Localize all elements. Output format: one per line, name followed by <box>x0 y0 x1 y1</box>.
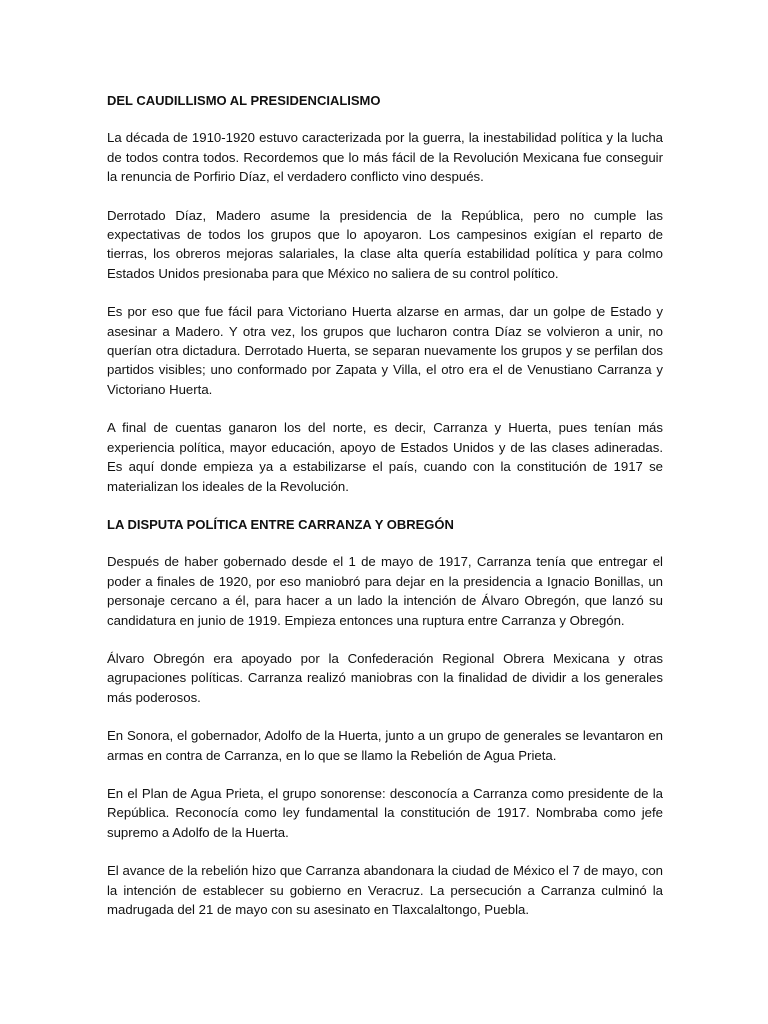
paragraph-final-cuentas: A final de cuentas ganaron los del norte, es decir, Carranza y Huerta, pues tenían más experiencia política, mayor educación, apoyo de Estados Unidos y de las clases adineradas. Es aquí donde empieza ya a estabilizarse el país, cuando con la constitución de 1917 se materializan los ideales de la Revolución. <box>107 420 663 494</box>
paragraph-madero: Derrotado Díaz, Madero asume la presidencia de la República, pero no cumple las expectativas de todos los grupos que lo apoyaron. Los campesinos exigían el reparto de tierras, los obreros mejoras salariales, la clase alta quería estabilidad política y para colmo Estados Unidos presionaba para que México no saliera de su control político. <box>107 207 663 281</box>
paragraph-carranza-bonillas: Después de haber gobernado desde el 1 de mayo de 1917, Carranza tenía que entregar el poder a finales de 1920, por eso maniobró para dejar en la presidencia a Ignacio Bonillas, un personaje cercano a él, para hacer a un lado la intención de Álvaro Obregón, que lanzó su candidatura en junio de 1919. Empieza entonces una ruptura entre Carranza y Obregón. <box>107 554 663 628</box>
paragraph-sonora: En Sonora, el gobernador, Adolfo de la Huerta, junto a un grupo de generales se levantaron en armas en contra de Carranza, en lo que se llamo la Rebelión de Agua Prieta. <box>107 728 663 763</box>
document-page <box>107 91 663 919</box>
paragraph-rebelion: El avance de la rebelión hizo que Carranza abandonara la ciudad de México el 7 de mayo, con la intención de establecer su gobierno en Veracruz. La persecución a Carranza culminó la madrugada del 21 de mayo con su asesinato en Tlaxcalaltongo, Puebla. <box>107 863 663 917</box>
section-heading-disputa: LA DISPUTA POLÍTICA ENTRE CARRANZA Y OBREGÓN <box>107 516 454 532</box>
paragraph-decada: La década de 1910-1920 estuvo caracterizada por la guerra, la inestabilidad política y la lucha de todos contra todos. Recordemos que lo más fácil de la Revolución Mexicana fue conseguir la renuncia de Porfirio Díaz, el verdadero conflicto vino después. <box>107 130 663 185</box>
paragraph-plan-agua-prieta: En el Plan de Agua Prieta, el grupo sonorense: desconocía a Carranza como presidente de la República. Reconocía como ley fundamental la constitución de 1917. Nombraba como jefe supremo a Adolfo de la Huerta. <box>107 785 663 840</box>
paragraph-huerta: Es por eso que fue fácil para Victoriano Huerta alzarse en armas, dar un golpe de Estado y asesinar a Madero. Y otra vez, los grupos que lucharon contra Díaz se volvieron a unir, no querían otra dictadura. Derrotado Huerta, se separan nuevamente los grupos y se perfilan dos partidos visibles; uno conformado por Zapata y Villa, el otro era el de Venustiano Carranza y Victoriano Huerta. <box>107 304 663 397</box>
paragraph-obregon: Álvaro Obregón era apoyado por la Confederación Regional Obrera Mexicana y otras agrupaciones políticas. Carranza realizó maniobras con la finalidad de dividir a los generales más poderosos. <box>107 650 663 705</box>
section-heading-caudillismo: DEL CAUDILLISMO AL PRESIDENCIALISMO <box>107 93 381 108</box>
